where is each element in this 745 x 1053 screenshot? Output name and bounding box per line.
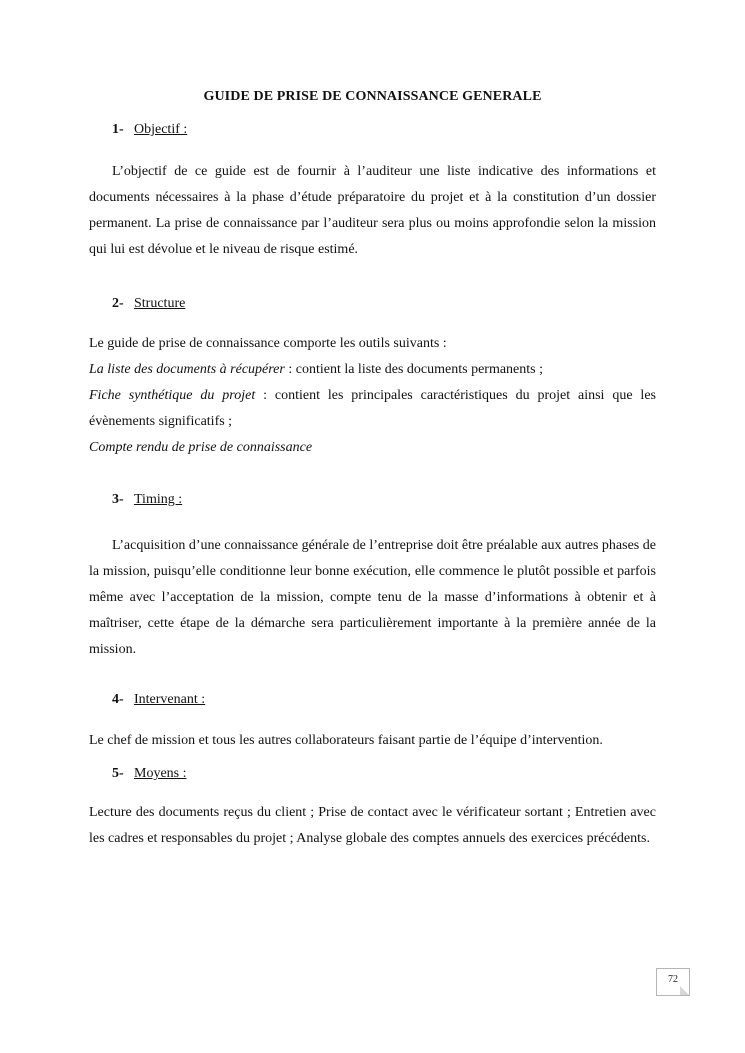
section-1-heading bbox=[112, 122, 187, 138]
section-label: Structure bbox=[134, 296, 186, 311]
section-4-heading bbox=[112, 692, 205, 708]
structure-item bbox=[89, 435, 656, 461]
page-corner-fold bbox=[680, 986, 689, 995]
structure-item bbox=[89, 357, 656, 383]
structure-item-name: Fiche synthétique du projet bbox=[89, 388, 256, 403]
section-1-paragraph: L’objectif de ce guide est de fournir à l’auditeur une liste indicative des informations et documents nécessaires à la phase d’étude préparatoire du projet et à la constitution d’un dossier permanent. La prise de connaissance par l’auditeur sera plus ou moins approfondie selon la mission qui lui est dévolue et le niveau de risque estimé. bbox=[89, 164, 656, 257]
page-number: 72 bbox=[656, 968, 690, 996]
structure-item-name: Compte rendu de prise de connaissance bbox=[89, 440, 313, 455]
section-label: Timing : bbox=[134, 492, 183, 507]
section-label: Moyens : bbox=[134, 766, 187, 781]
section-3-paragraph: L’acquisition d’une connaissance générale de l’entreprise doit être préalable aux autres phases de la mission, puisqu’elle conditionne leur bonne exécution, elle commence le plutôt possible et parfois même avec l’acceptation de la mission, compte tenu de la masse d’informations à obtenir et à maîtriser, cette étape de la démarche sera particulièrement importante à la première année de la mission. bbox=[89, 538, 656, 657]
section-3-heading bbox=[112, 492, 182, 508]
section-number: 3- bbox=[112, 492, 124, 507]
structure-item-desc: : contient la liste des documents permanents ; bbox=[284, 362, 544, 377]
structure-item bbox=[89, 383, 656, 435]
section-label: Objectif : bbox=[134, 122, 188, 137]
section-number: 1- bbox=[112, 122, 124, 137]
document-title: GUIDE DE PRISE DE CONNAISSANCE GENERALE bbox=[203, 89, 542, 104]
section-2-heading bbox=[112, 296, 185, 312]
section-5-paragraph: Lecture des documents reçus du client ; Prise de contact avec le vérificateur sortant ; Entretien avec les cadres et responsables du projet ; Analyse globale des comptes annuels des exercices précédents. bbox=[89, 805, 656, 846]
section-number: 2- bbox=[112, 296, 124, 311]
section-5-heading bbox=[112, 766, 187, 782]
section-label: Intervenant : bbox=[134, 692, 206, 707]
structure-item-name: La liste des documents à récupérer bbox=[89, 362, 285, 377]
section-4-paragraph: Le chef de mission et tous les autres collaborateurs faisant partie de l’équipe d’intervention. bbox=[89, 733, 603, 748]
structure-intro: Le guide de prise de connaissance comporte les outils suivants : bbox=[89, 336, 447, 351]
section-number: 5- bbox=[112, 766, 124, 781]
structure-item-desc: : contient les principales caractéristiques du projet ainsi que les évènements significatifs ; bbox=[89, 388, 656, 429]
section-number: 4- bbox=[112, 692, 124, 707]
